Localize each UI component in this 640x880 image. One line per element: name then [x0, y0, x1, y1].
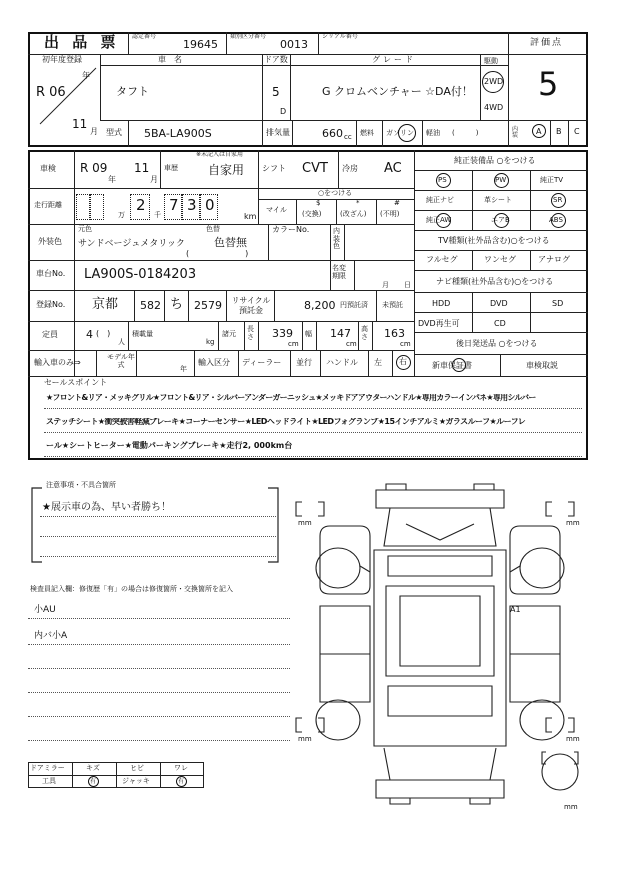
divider: [376, 290, 377, 321]
mirror-row-1: 工具: [42, 777, 56, 785]
divider: [28, 740, 290, 741]
divider: [414, 354, 588, 355]
registration-class: 582: [140, 299, 161, 312]
divider: [226, 290, 227, 321]
height-unit: cm: [400, 340, 411, 348]
color-no-label: カラーNo.: [272, 225, 310, 234]
month-suffix: 月: [90, 127, 98, 136]
divider: [28, 321, 414, 322]
mileage-dollar: $: [316, 199, 321, 207]
divider: [164, 290, 165, 321]
divider: [344, 224, 345, 260]
equip-aw: 純正AW: [426, 216, 452, 224]
divider: [74, 150, 75, 376]
interior-label: 内装: [512, 126, 519, 139]
mirror-row-4: 有: [178, 778, 185, 785]
shaken-month-suffix: 月: [150, 175, 158, 184]
mileage-unit: km: [244, 212, 257, 221]
width-value: 147: [330, 327, 351, 340]
shaken-label: 車検: [40, 164, 56, 173]
divider: [218, 321, 219, 350]
delivery-circle: [452, 358, 466, 372]
divider: [318, 32, 319, 54]
capacity-value: 4: [86, 328, 93, 341]
divider: [238, 350, 239, 376]
divider: [128, 120, 129, 147]
mileage-digit-6: 0: [205, 196, 215, 214]
cert-no: 19645: [183, 38, 218, 51]
car-name: タフト: [116, 85, 149, 98]
fuel-gasoline: ガソリン: [386, 129, 414, 137]
cert-no-label: 認定番号: [132, 33, 157, 40]
nav-sd: SD: [552, 299, 564, 308]
handle-label: ハンドル: [326, 358, 358, 367]
divider: [290, 54, 291, 120]
import-dealer: ディーラー: [242, 358, 282, 367]
sales-line-3: ール★シートヒーター★電動パーキングブレーキ★走行2, 000km台: [46, 441, 293, 450]
equip-abs: ABS: [549, 216, 563, 224]
divider: [116, 762, 117, 788]
car-damage-diagram: [290, 476, 590, 816]
divider: [368, 350, 369, 376]
name-change-month: 月: [382, 281, 389, 289]
length-value: 339: [272, 327, 293, 340]
capacity-persons: 人: [118, 338, 125, 346]
shaken-month: 11: [134, 161, 150, 175]
equip-airbag: エアB: [491, 216, 510, 224]
capacity-label: 定員: [42, 330, 58, 339]
divider: [530, 292, 531, 312]
year-suffix: 年: [82, 71, 90, 80]
equip-navi: 純正ナビ: [426, 196, 454, 204]
divider: [28, 692, 290, 693]
mileage-digit-4: 7: [169, 196, 179, 214]
divider: [160, 762, 161, 788]
color-paren: ( ): [186, 249, 249, 258]
diagram-mark-a1: A1: [510, 605, 521, 614]
divider: [358, 321, 359, 350]
mirror-row-2: 有: [90, 778, 97, 785]
divider: [258, 199, 414, 200]
color-original: サンドベージュメタリック: [78, 239, 185, 249]
drive-2wd: 2WD: [484, 77, 504, 86]
recycle-label: リサイクル預託金: [231, 296, 271, 315]
divider: [28, 716, 290, 717]
interior-grade-a: A: [536, 127, 542, 136]
divider: [376, 199, 377, 224]
mm-label-1: mm: [298, 519, 312, 527]
shaken-year-suffix: 年: [108, 175, 116, 184]
divider: [338, 150, 339, 188]
length-unit: cm: [288, 340, 299, 348]
divider: [530, 170, 531, 230]
shift-label: シフト: [262, 164, 286, 173]
mileage-label: 走行距離: [34, 201, 62, 209]
divider: [414, 230, 588, 231]
color-original-label: 元色: [78, 225, 92, 233]
divider: [100, 120, 508, 121]
divider: [128, 321, 129, 350]
registration-kana: ち: [170, 297, 184, 312]
divider: [44, 456, 582, 457]
recycle-value: 8,200: [304, 299, 336, 312]
divider: [550, 120, 551, 147]
equip-ps: PS: [438, 176, 447, 184]
divider: [472, 312, 473, 332]
mm-label-5: mm: [564, 803, 578, 811]
divider: [372, 321, 373, 350]
sales-label: セールスポイント: [44, 378, 108, 387]
divider: [356, 120, 357, 147]
interior-color-label: 内装色: [333, 227, 340, 251]
serial-label: シリアル番号: [322, 33, 358, 40]
handle-left: 左: [374, 358, 382, 367]
divider: [44, 408, 582, 409]
divider: [382, 120, 383, 147]
chassis-value: LA900S-0184203: [84, 267, 197, 282]
chassis-label: 車台No.: [36, 269, 66, 278]
height-value: 163: [384, 327, 405, 340]
import-parallel: 並行: [296, 358, 312, 367]
mileage-digit-5: 3: [187, 196, 197, 214]
delivery-manual: 車検取説: [526, 361, 558, 370]
equipment-title: 純正装備品 ○をつける: [454, 156, 536, 165]
notes-label: 注意事項・不具合箇所: [46, 481, 116, 489]
divider: [100, 54, 101, 120]
divider: [40, 536, 276, 537]
displacement-unit: cc: [344, 133, 352, 141]
equip-tv: 純正TV: [540, 176, 564, 184]
divider: [354, 260, 355, 290]
divider: [414, 210, 588, 211]
divider: [28, 290, 414, 291]
dims-label: 諸元: [222, 330, 236, 338]
displacement-label: 排気量: [266, 128, 290, 137]
mileage-digit-box: [90, 194, 104, 220]
divider: [258, 321, 259, 350]
category-no: 0013: [280, 38, 308, 51]
divider: [414, 150, 415, 376]
height-label: 高さ: [361, 325, 368, 341]
divider: [28, 618, 290, 619]
first-reg-era-year: R 06: [36, 85, 66, 100]
interior-grade-c: C: [574, 127, 580, 136]
mm-label-2: mm: [566, 519, 580, 527]
divider: [136, 350, 137, 376]
divider: [500, 354, 501, 376]
inspector-line-2: 内バ小A: [34, 631, 68, 641]
color-repaint: 色替無: [214, 236, 247, 249]
doors-label: ドア数: [264, 55, 288, 64]
first-reg-month: 11: [72, 117, 88, 131]
divider: [292, 120, 293, 147]
load-unit: kg: [206, 338, 215, 346]
divider: [414, 312, 588, 313]
divider: [28, 260, 414, 261]
divider: [262, 54, 263, 147]
sales-line-2: ステッチシート★衝突被害軽減ブレーキ★コーナーセンサー★LEDヘッドライト★LEDフォグランプ★15インチアルミ★ガラスルーフ★ルーフレ: [46, 418, 526, 426]
divider: [336, 199, 337, 224]
divider: [414, 170, 588, 171]
divider: [472, 250, 473, 270]
divider: [290, 350, 291, 376]
category-label: 類別区分番号: [230, 33, 267, 40]
divider: [28, 54, 588, 55]
load-label: 積載量: [132, 330, 153, 338]
divider: [28, 644, 290, 645]
mirror-header-2: キズ: [86, 764, 100, 772]
score-value: 5: [538, 65, 559, 103]
equip-sr: SR: [553, 196, 563, 204]
name-change-label: 名変期限: [332, 264, 346, 281]
divider: [414, 332, 588, 333]
length-label: 長さ: [247, 325, 254, 341]
import-label: 輸入車のみ⇒: [34, 358, 81, 367]
divider: [472, 170, 473, 230]
divider: [258, 150, 259, 188]
mm-label-3: mm: [298, 735, 312, 743]
divider: [414, 190, 588, 191]
first-reg-label: 初年度登録: [42, 55, 82, 64]
divider: [128, 32, 129, 54]
ac-label: 冷房: [342, 164, 358, 173]
name-change-day: 日: [404, 281, 411, 289]
mirror-header-3: ヒビ: [130, 764, 144, 772]
mileage-circle-note: ○をつける: [318, 189, 353, 197]
nav-title: ナビ種類(社外品含む)○をつける: [436, 277, 554, 286]
use-value: 自家用: [208, 163, 245, 177]
divider: [530, 250, 531, 270]
shaken-era: R 09: [80, 161, 108, 175]
shift-value: CVT: [302, 161, 328, 176]
width-unit: cm: [346, 340, 357, 348]
divider: [194, 350, 195, 376]
registration-label: 登録No.: [36, 300, 66, 309]
model-type-label: 型式: [106, 128, 122, 137]
divider: [330, 224, 331, 260]
divider: [320, 350, 321, 376]
equip-leather: 革シート: [484, 196, 512, 204]
divider: [28, 350, 414, 351]
model-year-suffix: 年: [180, 365, 187, 373]
divider: [28, 376, 588, 377]
nav-dvd: DVD: [490, 299, 508, 308]
use-label: 車歴: [164, 164, 178, 172]
divider: [188, 290, 189, 321]
divider: [40, 556, 276, 557]
grade-value: G クロムベンチャー ☆DA付！: [322, 85, 473, 98]
fuel-selected-circle: [398, 124, 416, 142]
nav-dvd-play: DVD再生可: [418, 319, 460, 328]
notes-text: ★展示車の為、早い者勝ち！: [42, 502, 171, 513]
displacement: 660: [322, 127, 343, 140]
tv-full: フルセグ: [426, 255, 458, 264]
divider: [40, 516, 276, 517]
registration-number: 2579: [194, 299, 222, 312]
divider: [244, 321, 245, 350]
divider: [268, 224, 269, 260]
car-name-label: 車 名: [158, 55, 182, 64]
capacity-paren: ( ): [96, 329, 111, 338]
mileage-mile: マイル: [266, 206, 287, 214]
recycle-unpaid: 未預託: [382, 301, 403, 309]
divider: [100, 65, 508, 66]
grade-label: グレード: [372, 55, 416, 64]
drive-label: 駆動: [484, 57, 498, 65]
divider: [72, 762, 73, 788]
mileage-man: 万: [118, 211, 125, 219]
divider: [414, 292, 588, 293]
handle-right: 右: [399, 357, 407, 366]
model-type: 5BA-LA900S: [144, 127, 212, 140]
mileage-star: *: [356, 199, 360, 207]
drive-4wd: 4WD: [484, 103, 504, 112]
doors-suffix: D: [280, 107, 287, 116]
mileage-hash-sub: (不明): [380, 210, 400, 218]
fuel-paren: ( ): [452, 129, 479, 137]
mileage-sen: 千: [154, 211, 161, 219]
divider: [480, 54, 481, 120]
mirror-header-4: ワレ: [174, 764, 188, 772]
delivery-warranty: 新車保証書: [432, 361, 472, 370]
divider: [258, 188, 259, 224]
color-repaint-label: 色替: [206, 225, 220, 233]
mileage-dollar-sub: (交換): [302, 210, 322, 218]
tv-one: ワンセグ: [484, 255, 516, 264]
fuel-label: 燃料: [360, 129, 374, 137]
divider: [568, 120, 569, 147]
doors-value: 5: [272, 85, 280, 99]
recycle-unit: 円預託済: [340, 301, 368, 309]
use-note: ※未記入は自家用: [196, 151, 244, 158]
mileage-star-sub: (改ざん): [340, 210, 367, 218]
mileage-hash: #: [394, 199, 400, 207]
divider: [226, 32, 227, 54]
divider: [508, 120, 588, 121]
score-label: 評価点: [530, 38, 564, 48]
mirror-row-3: ジャッキ: [122, 777, 150, 785]
nav-cd: CD: [494, 319, 506, 328]
page-title: 出 品 票: [44, 33, 120, 51]
divider: [28, 188, 414, 189]
import-div-label: 輸入区分: [198, 358, 230, 367]
divider: [316, 321, 317, 350]
divider: [392, 350, 393, 376]
divider: [302, 321, 303, 350]
divider: [44, 432, 582, 433]
inspector-label: 検査員記入欄：修復歴「有」の場合は修復箇所・交換箇所を記入: [30, 585, 233, 593]
color-label: 外装色: [38, 237, 62, 246]
divider: [160, 150, 161, 188]
divider: [274, 290, 275, 321]
divider: [508, 120, 509, 147]
notes-bracket: [28, 481, 284, 566]
divider: [530, 312, 531, 332]
mm-label-4: mm: [566, 735, 580, 743]
divider: [414, 250, 588, 251]
tv-title: TV種類(社外品含む)○をつける: [438, 236, 550, 245]
divider: [296, 199, 297, 224]
divider: [472, 292, 473, 312]
fuel-diesel: 軽油: [426, 129, 440, 137]
width-label: 幅: [305, 330, 312, 338]
equip-pw: PW: [495, 176, 507, 184]
registration-area: 京都: [92, 297, 119, 312]
divider: [414, 270, 588, 271]
mirror-header-1: ドアミラー: [30, 764, 65, 772]
ac-value: AC: [384, 161, 402, 176]
divider: [28, 668, 290, 669]
interior-grade-b: B: [556, 127, 562, 136]
nav-hdd: HDD: [432, 299, 451, 308]
mileage-digit-box: [76, 194, 90, 220]
model-year-label: モデル年式: [107, 353, 135, 370]
sales-line-1: ★フロント&リア・メッキグリル★フロント&リア・シルバーアンダーガーニッシュ★メッキドアアウターハンドル★専用カラーインパネ★専用シルバー: [46, 394, 536, 402]
mileage-digit-3: 2: [136, 196, 146, 214]
divider: [422, 120, 423, 147]
divider: [96, 350, 97, 376]
tv-analog: アナログ: [538, 255, 570, 264]
delivery-title: 後日発送品 ○をつける: [456, 339, 538, 348]
inspector-line-1: 小AU: [34, 605, 56, 615]
divider: [134, 290, 135, 321]
divider: [330, 260, 331, 290]
